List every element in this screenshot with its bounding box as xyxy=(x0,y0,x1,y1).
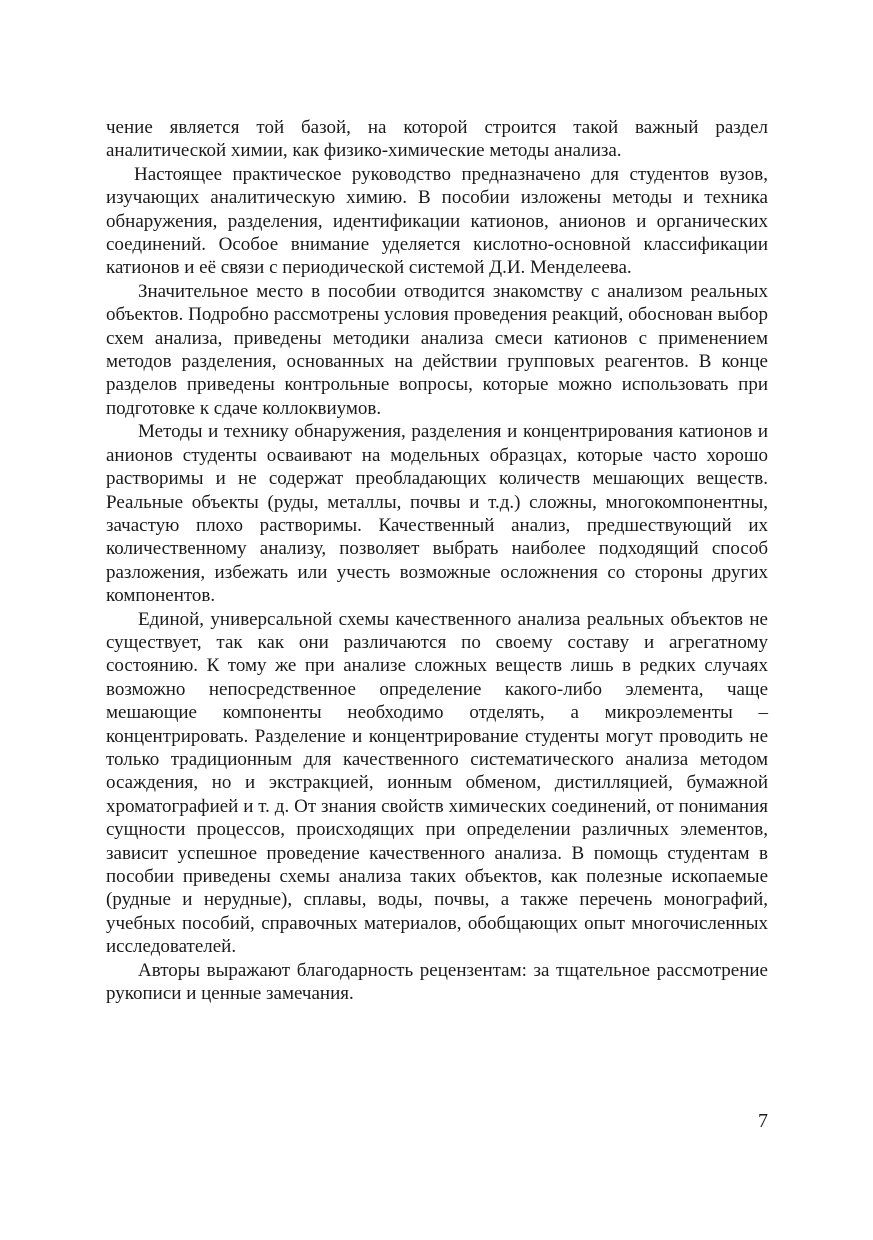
page-body xyxy=(106,116,768,1005)
paragraph-acknowledgement: Авторы выражают благодарность рецензентам: за тщательное рассмотрение рукописи и ценные замечания. xyxy=(106,959,768,1005)
page-number: 7 xyxy=(758,1110,768,1132)
paragraph-real-objects: Значительное место в пособии отводится знакомству с анализом реальных объектов. Подробно рассмотрены условия проведения реакций, обоснован выбор схем анализа, приведены методики анализа смеси катионов с применением методов разделения, основанных на действии групповых реагентов. В конце разделов приведены контрольные вопросы, которые можно использовать при подготовке к сдаче коллоквиумов. xyxy=(106,280,768,419)
paragraph-continuation: чение является той базой, на которой строится такой важный раздел аналитической химии, как физико-химические методы анализа. xyxy=(106,117,768,162)
paragraph-schemes: Единой, универсальной схемы качественного анализа реальных объектов не существует, так как они различаются по своему составу и агрегатному состоянию. К тому же при анализе сложных веществ лишь в редких случаях возможно непосредственное определение какого-либо элемента, чаще мешающие компоненты необходимо отделять, а микроэлементы – концентрировать. Разделение и концентрирование студенты могут проводить не только традиционным для качественного систематического анализа методом осаждения, но и экстракцией, ионным обменом, дистилляцией, бумажной хроматографией и т. д. От знания свойств химических соединений, от понимания сущности процессов, происходящих при определении различных элементов, зависит успешное проведение качественного анализа. В помощь студентам в пособии приведены схемы анализа таких объектов, как полезные ископаемые (рудные и нерудные), сплавы, воды, почвы, а также перечень монографий, учебных пособий, справочных материалов, обобщающих опыт многочисленных исследователей. xyxy=(106,608,768,958)
paragraph-purpose: Настоящее практическое руководство предназначено для студентов вузов, изучающих аналитическую химию. В пособии изложены методы и техника обнаружения, разделения, идентификации катионов, анионов и органических соединений. Особое внимание уделяется кислотно-основной классификации катионов и её связи с периодической системой Д.И. Менделеева. xyxy=(106,163,768,279)
paragraph-methods: Методы и технику обнаружения, разделения и концентрирования катионов и анионов студенты осваивают на модельных образцах, которые часто хорошо растворимы и не содержат преобладающих количеств мешающих веществ. Реальные объекты (руды, металлы, почвы и т.д.) сложны, многокомпонентны, зачастую плохо растворимы. Качественный анализ, предшествующий их количественному анализу, позволяет выбрать наиболее подходящий способ разложения, избежать или учесть возможные осложнения со стороны других компонентов. xyxy=(106,421,768,607)
